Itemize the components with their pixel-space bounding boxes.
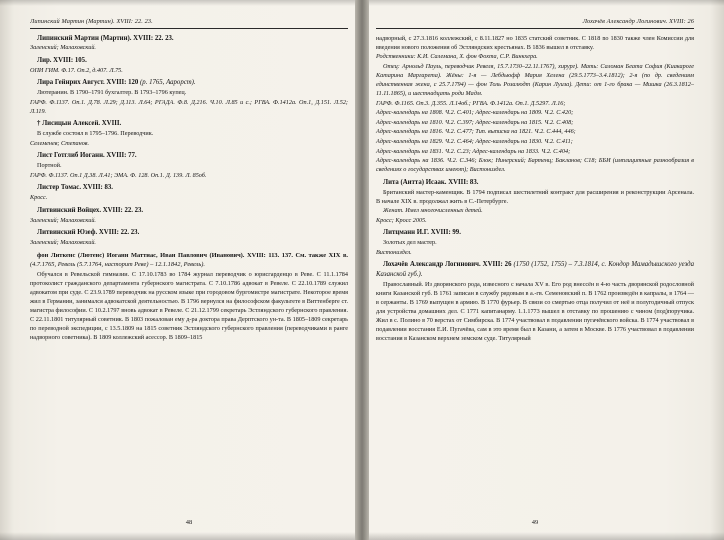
entry-family: Женат. Имел многочисленных детей. — [383, 207, 483, 215]
entry-litkens-continued — [376, 34, 694, 175]
entry-lira — [30, 78, 348, 116]
entry-source: Адрес-календарь на 1829. Ч.2. С.464; Адрес-календарь на 1830. Ч.2. С.411; — [376, 138, 573, 146]
entry-source: Кросс. — [30, 194, 48, 202]
entry-heading-dates: (р. 1765, Аарорст). — [140, 79, 196, 87]
entry-heading: † Лисицын Алексей. XVIII. — [37, 120, 122, 128]
entry-source: Адрес-календарь на 1810. Ч.2. С.397; Адрес-календарь на 1815. Ч.2. С.408; — [376, 118, 574, 126]
book-gutter — [355, 0, 369, 540]
entry-source: Селеменев; Степанов. — [30, 139, 90, 147]
left-head-rule — [30, 28, 348, 29]
entry-heading: Литвинский Юзеф. XVIII: 22. 23. — [37, 229, 140, 237]
entry-lir — [30, 56, 348, 75]
entry-heading: Листер Томас. XVIII: 83. — [37, 184, 113, 192]
entry-source: Адрес-календарь на 1808. Ч.2. С.401; Адрес-календарь на 1809. Ч.2. С.420; — [376, 109, 574, 117]
entry-relatives: Родственники: К.И. Салемана, Х. фон Фохта, С.Р. Винкхера. — [376, 53, 538, 61]
entry-heading: Литцманн И.Г. XVIII: 99. — [383, 229, 461, 237]
page-shadow-bottom — [362, 532, 724, 540]
right-folio: 49 — [531, 519, 539, 526]
entry-heading — [30, 78, 348, 87]
entry-source: ГАРФ. Ф.1165. Оп.3. Д.355. Л.14об.; РГВА. Ф.1412а. Оп.1. Д.5297. Л.16; — [376, 99, 566, 107]
right-column — [376, 34, 694, 344]
entry-heading: Лита (Аитта) Исаак. XVIII: 83. — [383, 178, 479, 186]
entry-source: ГАРФ. Ф.1137. Оп.1 Д.38. Л.41; ЭМА. Ф. 128. Оп.1. Д. 139. Л. 85об. — [30, 171, 207, 179]
entry-source: Вистониздел. — [376, 248, 412, 256]
entry-source: Кросс; Кросс 2005. — [376, 216, 427, 224]
left-running-head: Липинский Мартин (Мартин). XVIII: 22. 23. — [30, 18, 153, 25]
entry-litzmann — [376, 228, 694, 257]
entry-body: Портной. — [37, 162, 62, 170]
entry-lister-thomas — [30, 183, 348, 202]
page-shadow-bottom — [0, 532, 362, 540]
right-head-rule — [376, 28, 694, 29]
entry-litvinski-jozef — [30, 228, 348, 247]
entry-lokhachev — [376, 260, 694, 343]
entry-source: Заленский; Малаховский. — [30, 239, 96, 247]
entry-heading — [376, 260, 694, 279]
page-shadow-top — [362, 0, 724, 6]
entry-heading-main: Лохачёв Александр Логинович. XVIII: 26 — [383, 261, 512, 269]
entry-source: Заленский; Малаховский. — [30, 216, 96, 224]
entry-heading: Литвинский Войцех. XVIII: 22. 23. — [37, 206, 144, 214]
entry-body: Лютеранин. В 1790–1791 бухгалтер. В 1793–1796 купец. — [37, 89, 187, 97]
right-page — [362, 0, 724, 540]
entry-heading-dates: (1750 (1752, 1755) – 7.3.1814, с. Кондор Мамадышского уезда Казанской губ.). — [376, 261, 695, 278]
entry-family: Отец: Арнольд Пауль, переводчик Ревеля, 15.7.1730–22.11.1767), хирург). Мать: Саломан Беата София (Киакароге Катарина Маргарета). Жёны: 1-я — Лебдьюфф Мария Хелена (29.5.1773–3.4.1812); 2-я (по др. сведениям единственная жена, с 25.7.1794) — фон Толь Розалюдт (Карин Луиза). Дети: от 1-го брака — Мишка (26.3.1812–11.11.1865), и шестнадцать роди Мадм. — [376, 62, 694, 98]
entry-heading: Лист Готглиб Иоганн. XVIII: 77. — [37, 152, 137, 160]
entry-heading-main: фон Литкенс (Лютенс) Иоганн Маттиас, Иван Павлович (Иванович). XVIII: 113. 137. См. также XIX в. — [37, 251, 348, 259]
entry-source: ГАРФ. Ф.1137. Оп.1. Д.78. Л.29; Д.113. Л.64; РГАДА. Ф.8. Д.216. Ч.10. Л.85 и с.; РГВА. Ф.1412а. Оп.1, Д.151. Л.52; Л.119. — [30, 98, 348, 115]
entry-source: ОПИ ГИМ. Ф.17. Оп.2, д.407. Л.75. — [30, 66, 123, 74]
entry-body: В службе состоял в 1795–1796. Переводчик. — [37, 130, 154, 138]
entry-heading — [30, 251, 348, 270]
entry-heading-main: Лира Гейнрих Август. XVIII: 120 — [37, 79, 139, 87]
left-folio: 48 — [185, 519, 193, 526]
entry-litkens — [30, 251, 348, 343]
page-shadow-top — [0, 0, 362, 6]
entry-body: Обучался в Ревельской гимназии. С 17.10.1783 во 1784 журнал переводчик о юрисгарденцо в Реве. С 11.1.1784 протоколист гражданского департамента губернского магистрата. С 7.10.1786 адвокат в Ревеле. С 22.10.1789 служил адвокатом при суде. С 23.9.1789 переводчик на русском языке при городовом бургомистре магистрате. Некоторое время жил в Германии, занимался адвокатской деятельностью. В 1796 вернулся на философском факультете в Виттенберге ст. магистра философии. С 10.2.1797 вновь адвокат в Ревеле. С 21.12.1799 секретарь Эстляндского губернского правления. С 22.11.1801 титулярный советник. В 1803 пожалован ему д-ра доктора права Дерптского ун-та. В 1805–1809 секретарь по переводной экспедиции, с 13.5.1809 на 1815 советник Эстляндского губернского правления (переводчиками в ранге надворного советника). В 1809 коллежский асессор. В 1809–1815 — [30, 270, 348, 342]
entry-lisitsyn — [30, 119, 348, 148]
entry-body: надворный, с 27.3.1816 коллежский, с 8.11.1827 но 1835 статский советник. С 1818 no 1830 также член Комиссии для введения нового положения об Эстляндских крестьянах. В 1836 вышел в отставку. — [376, 34, 694, 51]
entry-body: Золотых дел мастер. — [383, 239, 437, 247]
entry-lipinski — [30, 34, 348, 53]
entry-list-gottlieb — [30, 151, 348, 180]
left-column — [30, 34, 348, 343]
entry-body: Британский мастер-каменщик. В 1794 подписал шестилетний контракт для расширения и реконструкции Арсенала. В начале XIX в. продолжал жить в С.-Петербурге. — [376, 188, 694, 205]
entry-source: Адрес-календарь на 1836. Ч.2. С.346; Блок; Нинерский; Бартенц; Бакланов; С18; ББИ (имплицитные разнообразия в сведениях о государствах имеют); Вистониздел. — [376, 157, 694, 174]
entry-source: Заленский; Малаховский. — [30, 44, 96, 52]
entry-heading: Липинский Мартин (Мартин). XVIII: 22. 23. — [37, 34, 174, 42]
entry-heading-dates: (4.7.1765, Ревель (5.7.1764, насторит Реве) – 12.1.1842, Ревель). — [30, 260, 206, 268]
entry-heading: Лир. XVIII: 105. — [37, 56, 87, 64]
right-running-head: Лохачёв Александр Логинович. XVIII: 26 — [582, 18, 694, 25]
entry-lita-isaac — [376, 178, 694, 225]
entry-body: Православный. Из дворянского рода, извесного с начала XV в. Его род внессён в 4-ю часть дворянской родословной книги Казанской губ. В 1761 записан в службу рядовым в а.-гв. Семеновский п. В 1762 произведён в капралы, в 1764 — в сержанты. В 1769 выпущен в армию. В 1770 фурьер. В связи со смертью отца получил от неё и полугодичный отпуск для устройства домашних дел. С 1771 капитанарму. 1.1.1773 вышел в отставку по прошению с чином (под)поручика. Жил в с. Полино в 70 верстах от Симбирска. В 1774 участвовал в подавлении пугачёвского войска. В 1774 участвовал в подавлении восстания Е.И. Пугачёва, сам в это время был в Казани, а затем в Москве. В 1776 участвовал в подавлении восстания в Казанском верхнем земском суде. Титулярный — [376, 280, 694, 343]
entry-litvinski-wojciech — [30, 206, 348, 225]
entry-source: Адрес-календарь на 1816. Ч.2. С.477; Тип. выписка на 1821. Ч.2. С.444, 446; — [376, 128, 576, 136]
entry-source: Адрес-календарь на 1831. Ч.2. С.23; Адрес-календарь на 1833. Ч.2. С.404; — [376, 147, 571, 155]
